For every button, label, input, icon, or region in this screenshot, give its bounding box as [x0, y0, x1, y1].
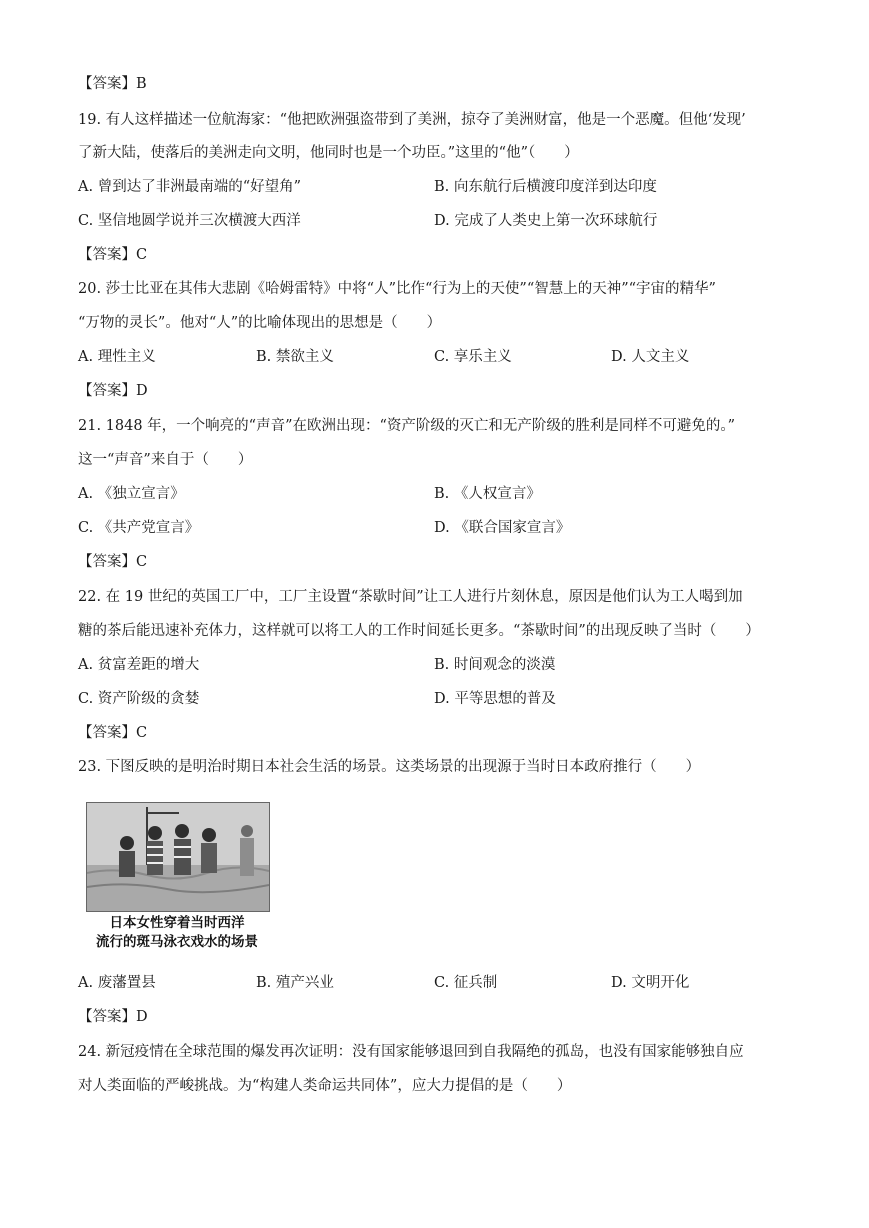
- q23-option-a: A. 废藩置县: [78, 975, 156, 991]
- figure-caption-line-1: 日本女性穿着当时西洋: [109, 915, 245, 931]
- question-21-line-2: 这一“声音”来自于（ ）: [78, 452, 253, 468]
- q21-option-d: D. 《联合国家宣言》: [434, 520, 571, 536]
- answer-18: 【答案】B: [78, 76, 147, 92]
- q19-option-c: C. 坚信地圆学说并三次横渡大西洋: [78, 213, 301, 229]
- photo-image: [86, 802, 270, 912]
- question-21-line-1: 21. 1848 年，一个响亮的“声音”在欧洲出现：“资产阶级的灭亡和无产阶级的胜利是同样不可避免的。”: [78, 418, 736, 434]
- q20-option-a: A. 理性主义: [78, 349, 156, 365]
- q22-option-d: D. 平等思想的普及: [434, 691, 556, 707]
- question-24-line-2: 对人类面临的严峻挑战。为“构建人类命运共同体”，应大力提倡的是（ ）: [78, 1078, 572, 1094]
- q22-option-c: C. 资产阶级的贪婪: [78, 691, 200, 707]
- answer-20: 【答案】D: [78, 383, 148, 399]
- q19-option-a: A. 曾到达了非洲最南端的“好望角”: [78, 179, 302, 195]
- answer-21: 【答案】C: [78, 554, 148, 570]
- question-22-line-2: 糖的茶后能迅速补充体力，这样就可以将工人的工作时间延长更多。“茶歇时间”的出现反映了当时（ ）: [78, 623, 760, 639]
- question-20-line-2: “万物的灵长”。他对“人”的比喻体现出的思想是（ ）: [78, 315, 442, 331]
- women-bathing-illustration: [87, 803, 269, 911]
- q21-option-a: A. 《独立宣言》: [78, 486, 185, 502]
- question-24-line-1: 24. 新冠疫情在全球范围的爆发再次证明：没有国家能够退回到自我隔绝的孤岛，也没有国家能够独自应: [78, 1044, 744, 1060]
- question-19-line-1: 19. 有人这样描述一位航海家：“他把欧洲强盗带到了美洲，掠夺了美洲财富，他是一个恶魔。但他‘发现’: [78, 112, 746, 128]
- answer-23: 【答案】D: [78, 1009, 148, 1025]
- question-19-line-2: 了新大陆，使落后的美洲走向文明，他同时也是一个功臣。”这里的“他”（ ）: [78, 145, 579, 161]
- q19-option-b: B. 向东航行后横渡印度洋到达印度: [434, 179, 657, 195]
- question-23-line-1: 23. 下图反映的是明治时期日本社会生活的场景。这类场景的出现源于当时日本政府推行（ ）: [78, 759, 701, 775]
- q20-option-d: D. 人文主义: [611, 349, 690, 365]
- q20-option-c: C. 享乐主义: [434, 349, 512, 365]
- question-20-line-1: 20. 莎士比亚在其伟大悲剧《哈姆雷特》中将“人”比作“行为上的天使”“智慧上的天神”“宇宙的精华”: [78, 281, 716, 297]
- q19-option-d: D. 完成了人类史上第一次环球航行: [434, 213, 658, 229]
- q22-option-b: B. 时间观念的淡漠: [434, 657, 556, 673]
- question-22-line-1: 22. 在 19 世纪的英国工厂中，工厂主设置“茶歇时间”让工人进行片刻休息，原因是他们认为工人喝到加: [78, 589, 743, 605]
- swimwear-photo-figure: [80, 800, 274, 955]
- q23-option-d: D. 文明开化: [611, 975, 690, 991]
- q21-option-c: C. 《共产党宣言》: [78, 520, 200, 536]
- answer-22: 【答案】C: [78, 725, 148, 741]
- answer-19: 【答案】C: [78, 247, 148, 263]
- q21-option-b: B. 《人权宣言》: [434, 486, 541, 502]
- q22-option-a: A. 贫富差距的增大: [78, 657, 200, 673]
- figure-caption-line-2: 流行的斑马泳衣戏水的场景: [96, 934, 258, 950]
- q23-option-c: C. 征兵制: [434, 975, 498, 991]
- q20-option-b: B. 禁欲主义: [256, 349, 334, 365]
- q23-option-b: B. 殖产兴业: [256, 975, 334, 991]
